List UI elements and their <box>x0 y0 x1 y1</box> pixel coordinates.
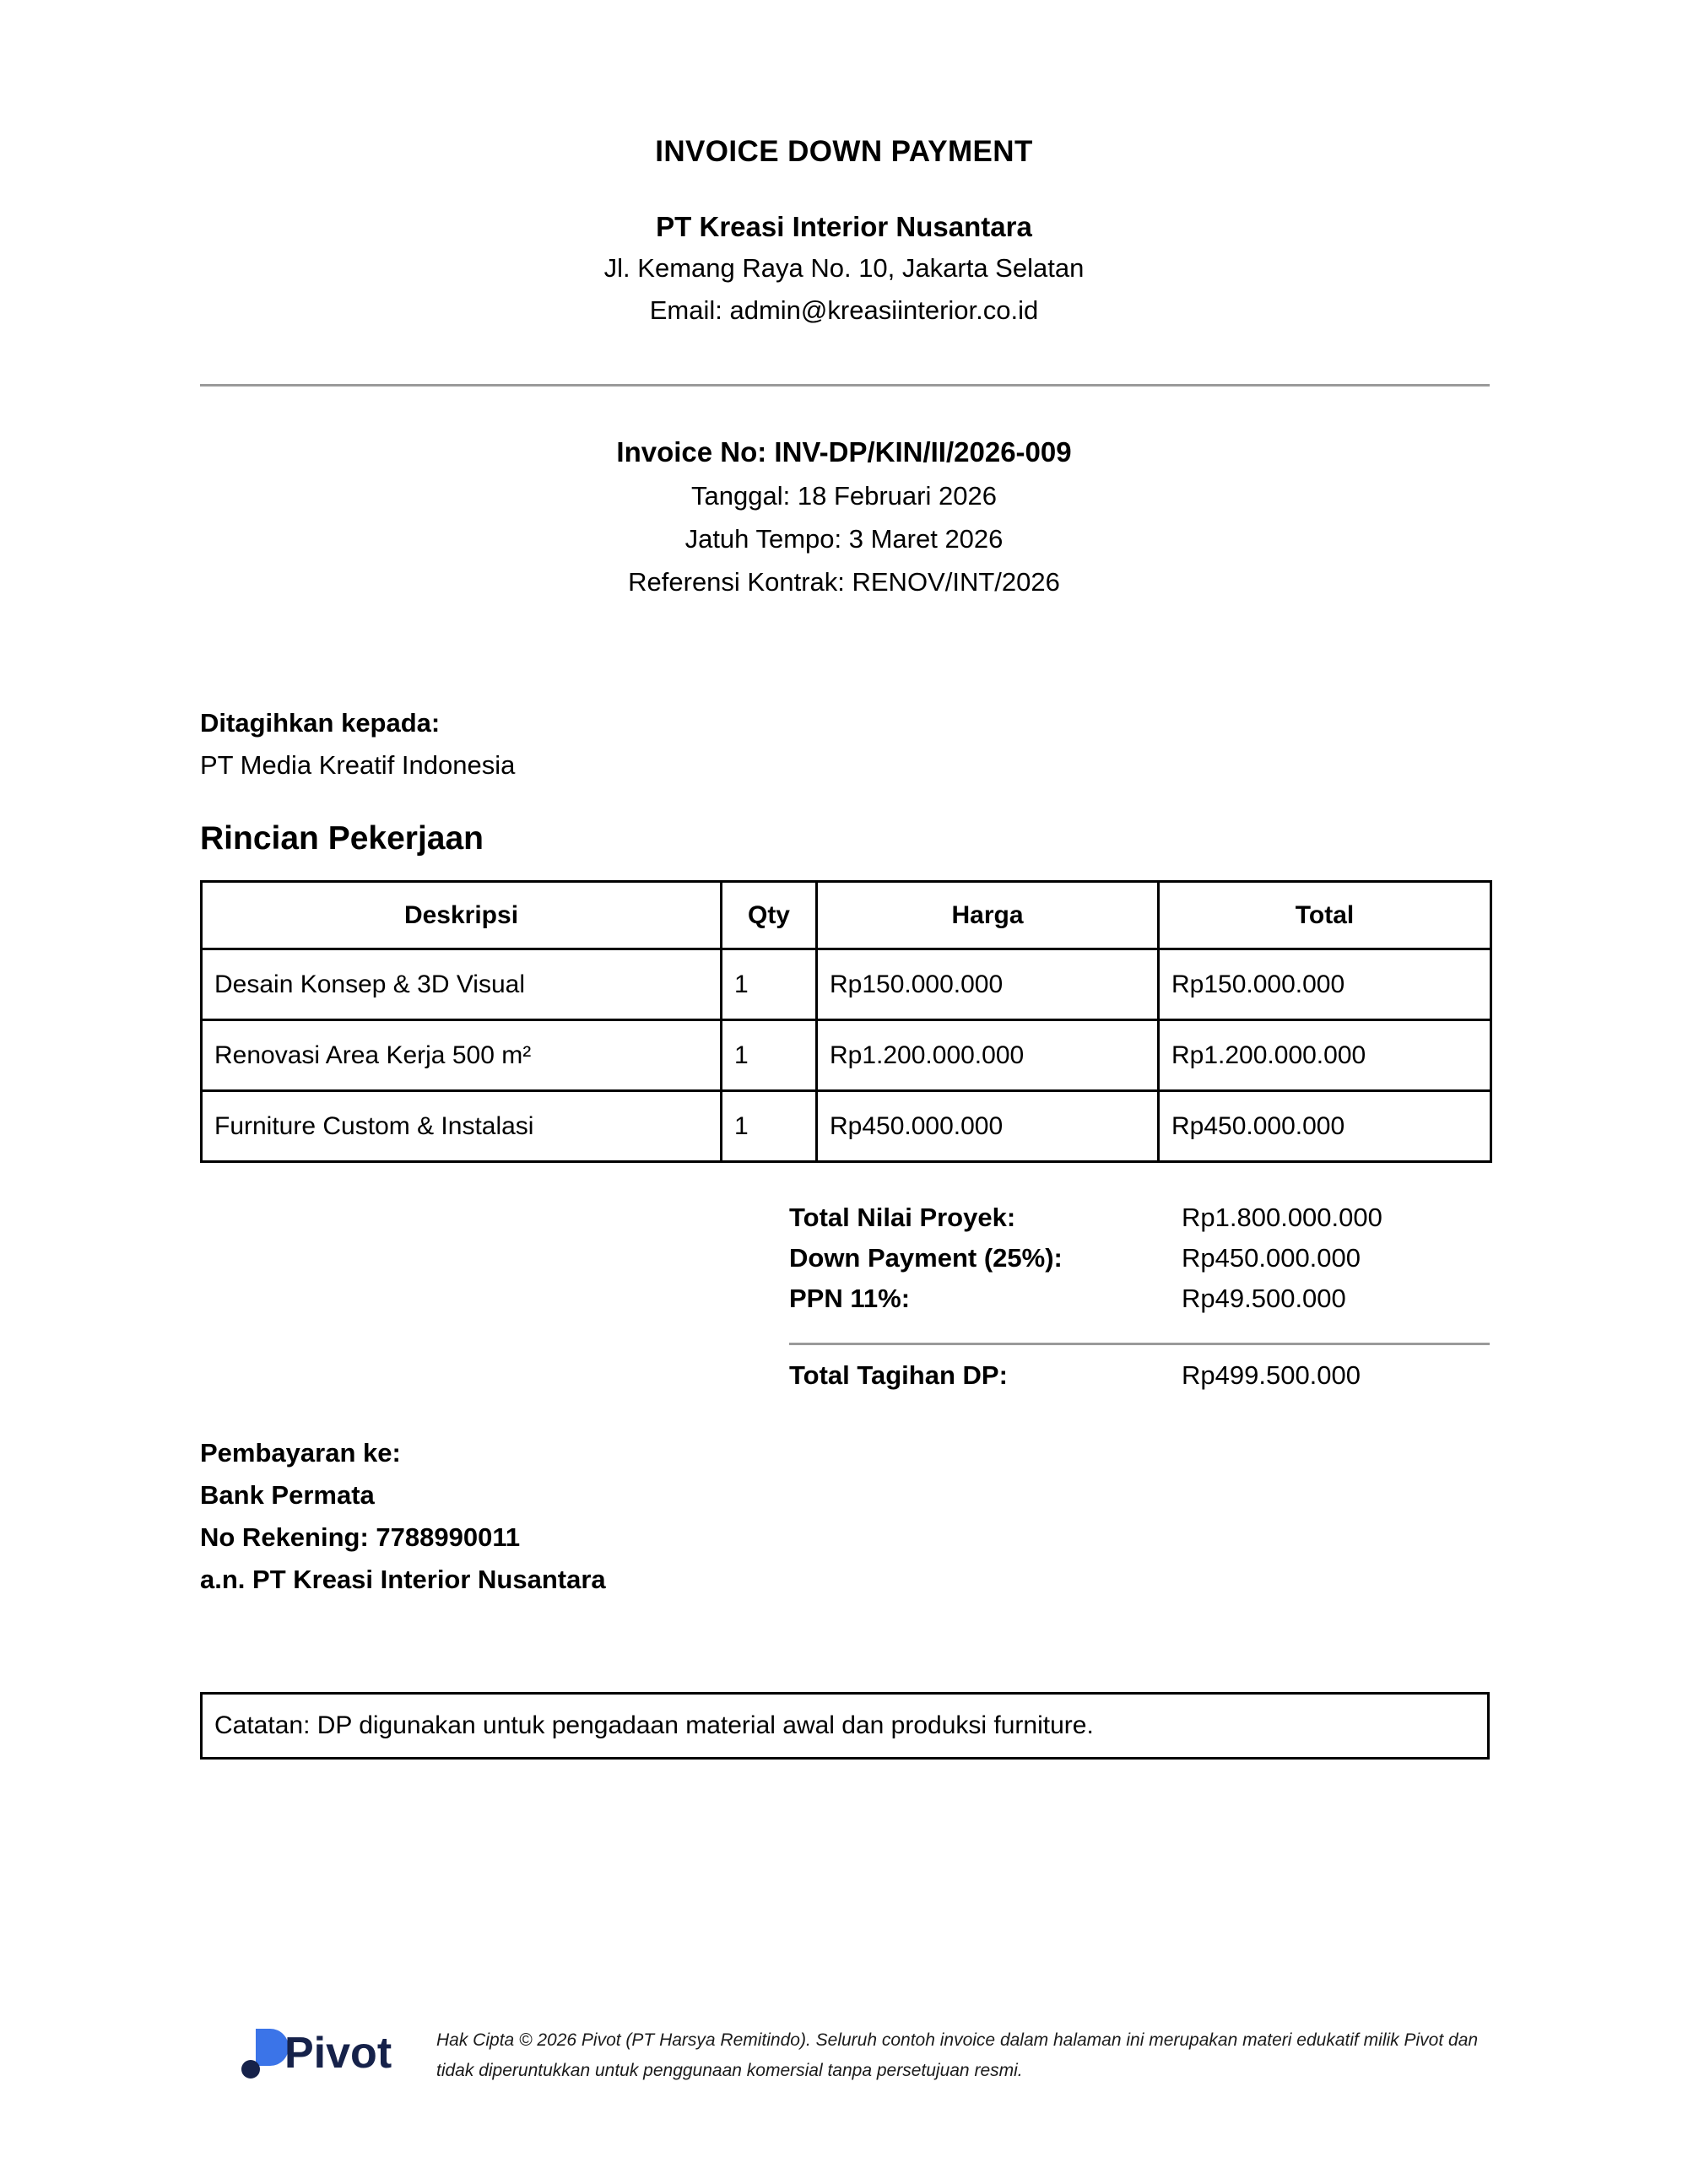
column-header-qty: Qty <box>722 882 817 949</box>
invoice-date: Tanggal: 18 Februari 2026 <box>691 481 997 511</box>
table-row <box>202 1020 1491 1091</box>
totals-label-down-payment: Down Payment (25%): <box>789 1243 1063 1273</box>
footer-copyright: Hak Cipta © 2026 Pivot (PT Harsya Remitindo). Seluruh contoh invoice dalam halaman ini merupakan materi edukatif milik Pivot dan tidak diperuntukkan untuk penggunaan komersial tanpa persetujuan resmi. <box>436 2030 1479 2080</box>
totals-value-down-payment: Rp450.000.000 <box>1182 1243 1361 1273</box>
totals-label-grand-total: Total Tagihan DP: <box>789 1360 1008 1390</box>
svg-text:Pivot: Pivot <box>284 2029 392 2078</box>
invoice-due-date: Jatuh Tempo: 3 Maret 2026 <box>684 524 1004 554</box>
item-qty: 1 <box>722 949 817 1020</box>
item-description: Furniture Custom & Instalasi <box>202 1091 722 1162</box>
note-box <box>200 1692 1490 1760</box>
payment-account-holder: a.n. PT Kreasi Interior Nusantara <box>200 1565 606 1594</box>
table-row <box>202 949 1491 1020</box>
invoice-contract-ref: Referensi Kontrak: RENOV/INT/2026 <box>628 567 1060 597</box>
totals-label-ppn: PPN 11%: <box>789 1284 911 1313</box>
line-items-table <box>200 880 1492 1163</box>
payment-label: Pembayaran ke: <box>200 1438 401 1468</box>
item-qty: 1 <box>722 1020 817 1091</box>
totals-value-grand-total: Rp499.500.000 <box>1182 1360 1361 1390</box>
company-header <box>0 207 1688 332</box>
item-total: Rp1.200.000.000 <box>1159 1020 1491 1091</box>
totals-row-grand-total <box>789 1360 1490 1401</box>
totals-label-project-value: Total Nilai Proyek: <box>789 1203 1016 1232</box>
column-header-deskripsi: Deskripsi <box>202 882 722 949</box>
table-row <box>202 1091 1491 1162</box>
totals-block <box>789 1203 1490 1401</box>
column-header-harga: Harga <box>817 882 1159 949</box>
payment-account-number: No Rekening: 7788990011 <box>200 1522 521 1552</box>
bill-to-label: Ditagihkan kepada: <box>200 708 441 738</box>
bill-to-block <box>200 702 515 787</box>
totals-row-down-payment <box>789 1243 1490 1284</box>
item-total: Rp450.000.000 <box>1159 1091 1491 1162</box>
invoice-meta <box>0 430 1688 603</box>
item-qty: 1 <box>722 1091 817 1162</box>
payment-bank-name: Bank Permata <box>200 1480 375 1510</box>
totals-value-ppn: Rp49.500.000 <box>1182 1284 1346 1313</box>
page-footer <box>241 2017 1490 2086</box>
totals-row-ppn <box>789 1284 1490 1324</box>
items-section-heading: Rincian Pekerjaan <box>200 820 484 857</box>
item-description: Desain Konsep & 3D Visual <box>202 949 722 1020</box>
company-address: Jl. Kemang Raya No. 10, Jakarta Selatan <box>603 253 1085 283</box>
totals-value-project-value: Rp1.800.000.000 <box>1182 1203 1382 1232</box>
pivot-logo-icon <box>241 2020 418 2081</box>
payment-info-block <box>200 1432 606 1601</box>
bill-to-name: PT Media Kreatif Indonesia <box>200 750 516 780</box>
company-name: PT Kreasi Interior Nusantara <box>656 211 1032 242</box>
page-title: INVOICE DOWN PAYMENT <box>655 135 1033 168</box>
item-description: Renovasi Area Kerja 500 m² <box>202 1020 722 1091</box>
note-text: Catatan: DP digunakan untuk pengadaan material awal dan produksi furniture. <box>214 1711 1094 1739</box>
invoice-number: Invoice No: INV-DP/KIN/II/2026-009 <box>616 436 1072 468</box>
item-total: Rp150.000.000 <box>1159 949 1491 1020</box>
table-header-row <box>202 882 1491 949</box>
column-header-total: Total <box>1159 882 1491 949</box>
item-price: Rp1.200.000.000 <box>817 1020 1159 1091</box>
header-divider <box>200 384 1490 387</box>
item-price: Rp150.000.000 <box>817 949 1159 1020</box>
pivot-logo <box>241 2017 426 2084</box>
item-price: Rp450.000.000 <box>817 1091 1159 1162</box>
company-email: Email: admin@kreasiinterior.co.id <box>649 295 1039 325</box>
totals-divider <box>789 1343 1490 1345</box>
totals-row-project-value <box>789 1203 1490 1243</box>
